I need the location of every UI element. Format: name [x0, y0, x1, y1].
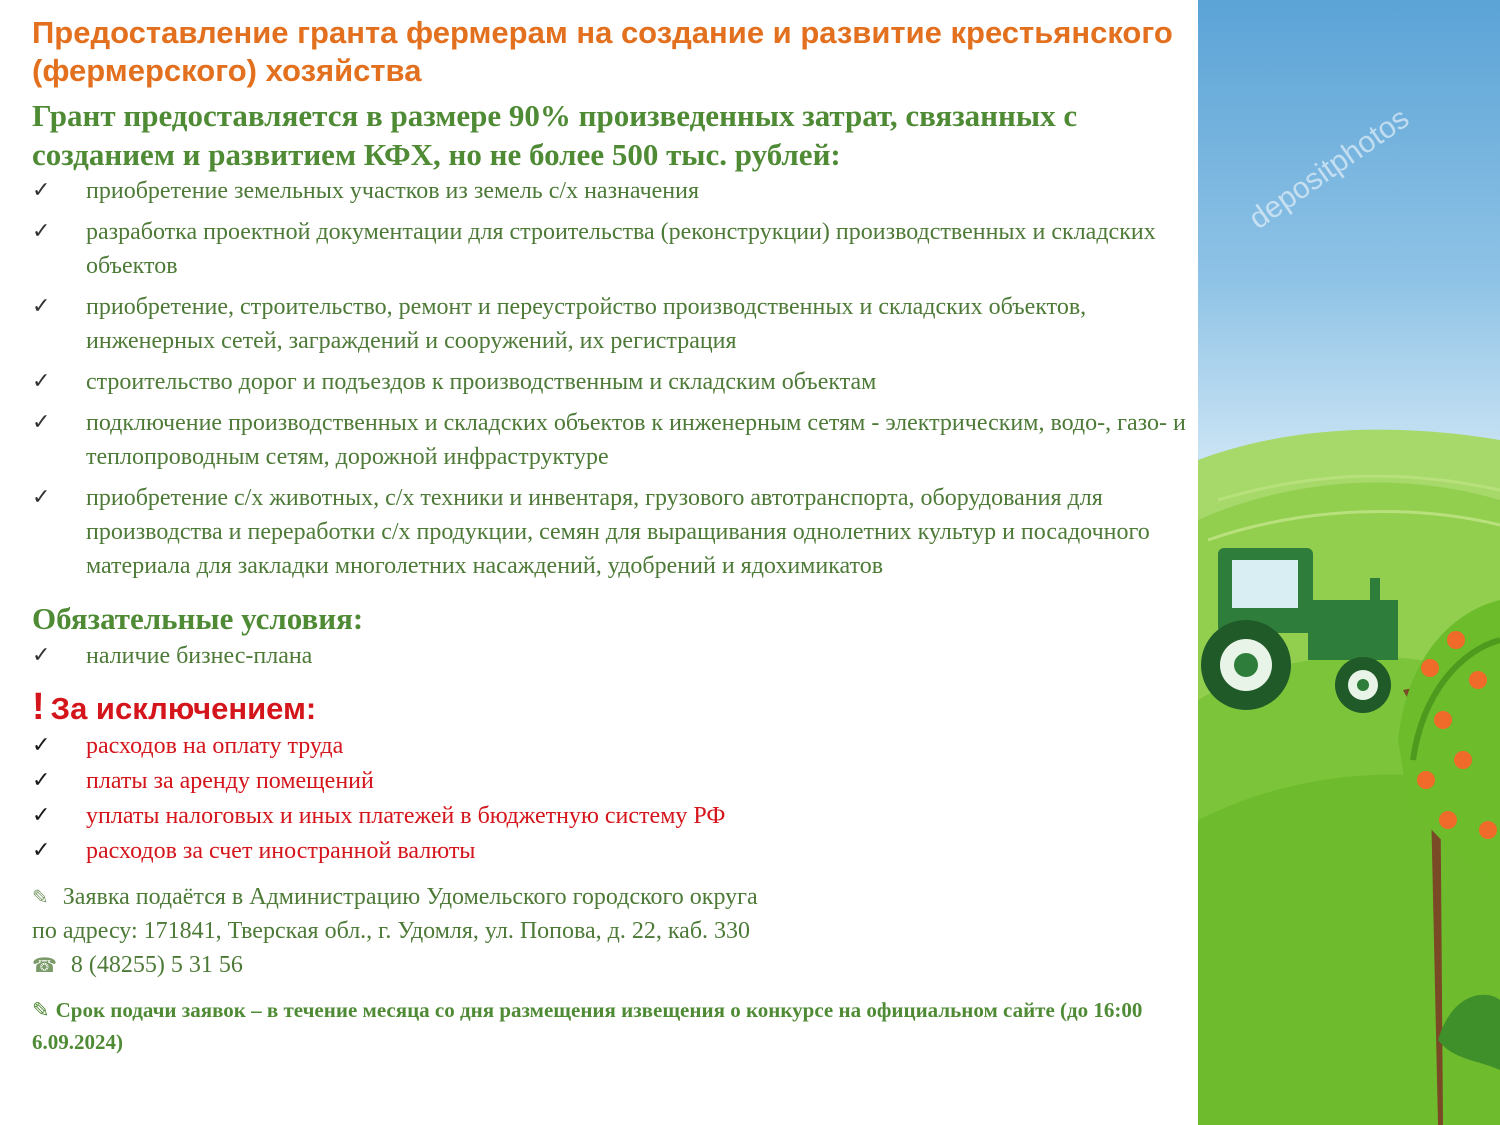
- farm-scene-image: [1198, 0, 1500, 1125]
- page-title: Предоставление гранта фермерам на создание и развитие крестьянского (фермерского) хозяйства: [32, 15, 1173, 88]
- list-item: ✓ приобретение, строительство, ремонт и переустройство производственных и складских объектов, инженерных сетей, заграждений и сооружений, их регистрация: [32, 290, 1192, 358]
- deadline-note: ✎ Срок подачи заявок – в течение месяца со дня размещения извещения о конкурсе на официальном сайте (до 16:00 6.09.2024): [32, 998, 1143, 1054]
- check-icon: ✓: [32, 294, 51, 319]
- check-icon: ✓: [32, 643, 51, 668]
- check-icon: ✓: [32, 803, 51, 828]
- list-item: ✓ подключение производственных и складских объектов к инженерным сетям - электрическим, водо-, газо- и теплопроводным сетям, дорожной инфраструктуре: [32, 406, 1192, 474]
- exclusions-list: [32, 729, 1192, 868]
- list-item: ✓ приобретение земельных участков из земель с/х назначения: [32, 174, 1192, 208]
- watermark-text: depositphotos: [1243, 101, 1416, 236]
- pen-icon: ✎: [32, 885, 49, 909]
- check-icon: ✓: [32, 178, 51, 203]
- list-item: ✓ расходов за счет иностранной валюты: [32, 834, 1192, 868]
- exclusions-heading: ! За исключением:: [32, 686, 317, 728]
- conditions-heading: Обязательные условия:: [32, 601, 364, 636]
- contact-line: ✎ Заявка подаётся в Администрацию Удомельского городского округа: [32, 884, 758, 910]
- check-icon: ✓: [32, 410, 51, 435]
- check-icon: ✓: [32, 369, 51, 394]
- check-icon: ✓: [32, 485, 51, 510]
- pen-icon: ✎: [32, 998, 50, 1022]
- check-icon: ✓: [32, 768, 51, 793]
- list-item: ✓ расходов на оплату труда: [32, 729, 1192, 763]
- list-item: ✓ приобретение с/х животных, с/х техники и инвентаря, грузового автотранспорта, оборудования для производства и переработки с/х продукции, семян для выращивания однолетних культур и посадочного материала для закладки многолетних насаждений, удобрений и ядохимикатов: [32, 481, 1192, 583]
- expenses-list: [32, 174, 1192, 583]
- check-icon: ✓: [32, 219, 51, 244]
- contact-address: по адресу: 171841, Тверская обл., г. Удомля, ул. Попова, д. 22, каб. 330: [32, 918, 751, 944]
- farm-illustration: [1198, 0, 1500, 1125]
- grant-subtitle: Грант предоставляется в размере 90% произведенных затрат, связанных с созданием и развитием КФХ, но не более 500 тыс. рублей:: [32, 98, 1078, 172]
- list-item: ✓ платы за аренду помещений: [32, 764, 1192, 798]
- main-content: [32, 14, 1192, 1058]
- exclamation-icon: !: [32, 686, 45, 728]
- contact-block: [32, 880, 1192, 982]
- check-icon: ✓: [32, 733, 51, 758]
- check-icon: ✓: [32, 838, 51, 863]
- phone-icon: ☎: [32, 953, 57, 977]
- list-item: ✓ наличие бизнес-плана: [32, 639, 1192, 673]
- contact-phone: ☎ 8 (48255) 5 31 56: [32, 952, 243, 978]
- conditions-list: [32, 639, 1192, 673]
- list-item: ✓ строительство дорог и подъездов к производственным и складским объектам: [32, 365, 1192, 399]
- list-item: ✓ разработка проектной документации для строительства (реконструкции) производственных и складских объектов: [32, 215, 1192, 283]
- list-item: ✓ уплаты налоговых и иных платежей в бюджетную систему РФ: [32, 799, 1192, 833]
